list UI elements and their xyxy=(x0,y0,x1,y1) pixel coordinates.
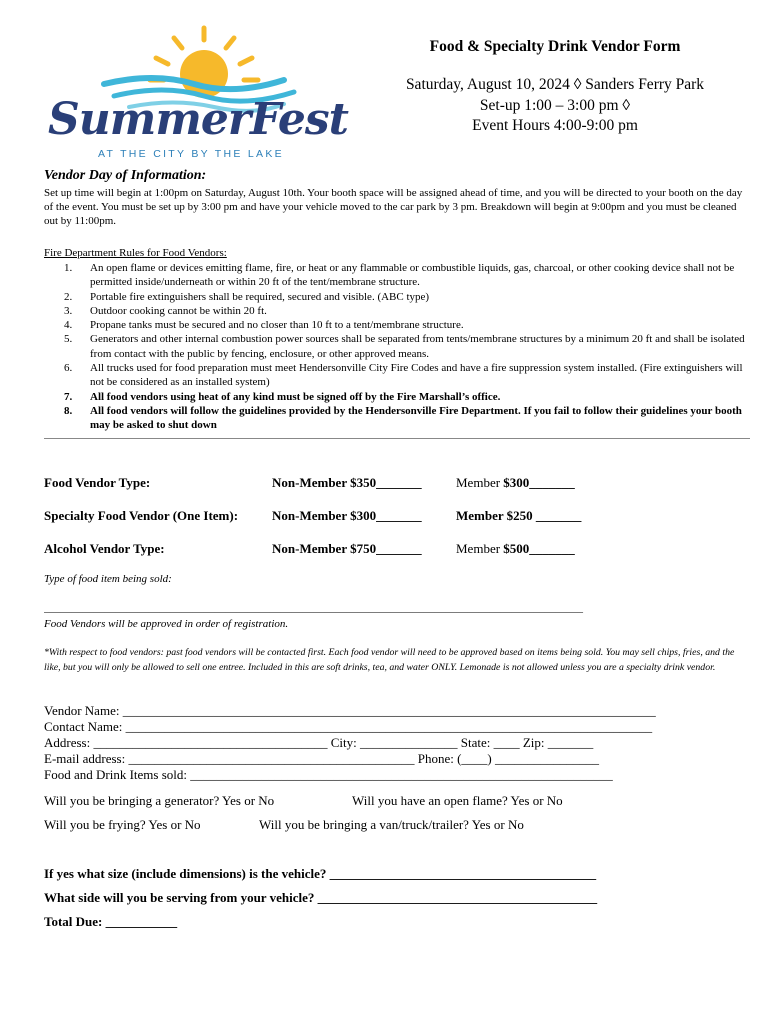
fee-member[interactable]: Member $300_______ xyxy=(456,475,575,490)
address-field[interactable]: Address: ____________________________________ City: _______________ State: ____ Zip: _______ xyxy=(44,735,594,750)
rule-number: 4. xyxy=(64,319,73,332)
rule-number: 6. xyxy=(64,362,73,375)
vehicle-question[interactable]: Will you be bringing a van/truck/trailer? Yes or No xyxy=(259,817,524,832)
serving-side-field[interactable]: What side will you be serving from your vehicle? ___________________________________________ xyxy=(44,890,598,905)
fee-type-label: Alcohol Vendor Type: xyxy=(44,541,165,556)
fee-non-member[interactable]: Non-Member $350_______ xyxy=(272,475,422,490)
rule-number: 1. xyxy=(64,262,73,274)
vehicle-size-field[interactable]: If yes what size (include dimensions) is the vehicle? _________________________________________ xyxy=(44,866,597,881)
fee-type-label: Food Vendor Type: xyxy=(44,475,151,490)
vendor-name-field[interactable]: Vendor Name: __________________________________________________________________________________ xyxy=(44,703,656,718)
fee-member[interactable]: Member $250 _______ xyxy=(456,508,582,523)
fee-type-label: Specialty Food Vendor (One Item): xyxy=(44,508,239,523)
rule-text: An open flame or devices emitting flame, fire, or heat or any flammable or combustible liquids, gas, charcoal, or other cooking device shall not be permitted inside/underneath or within 20 ft of the tent/membrane structure. xyxy=(90,262,735,289)
fire-rule-item xyxy=(44,261,748,290)
rule-number: 3. xyxy=(64,304,73,317)
fee-member[interactable]: Member $500_______ xyxy=(456,541,575,556)
rule-text: Portable fire extinguishers shall be required, secured and visible. (ABC type) xyxy=(90,290,430,303)
vendor-day-heading: Vendor Day of Information: xyxy=(44,168,207,183)
rule-text: All food vendors will follow the guidelines provided by the Hendersonville Fire Department. If you fail to follow their guidelines your booth may be asked to shut down xyxy=(90,404,742,432)
logo-script-text: SummerFest xyxy=(48,94,348,145)
rule-text: Outdoor cooking cannot be within 20 ft. xyxy=(90,304,267,317)
food-type-label: Type of food item being sold: xyxy=(44,573,172,585)
fee-non-member[interactable]: Non-Member $300_______ xyxy=(272,508,422,523)
fee-non-member[interactable]: Non-Member $750_______ xyxy=(272,541,422,556)
form-title: Food & Specialty Drink Vendor Form xyxy=(429,38,681,55)
fire-rule-item xyxy=(44,290,748,304)
fire-rule-item xyxy=(44,390,748,404)
rule-text: Propane tanks must be secured and no closer than 10 ft to a tent/membrane structure. xyxy=(90,319,464,332)
rule-text: Generators and other internal combustion power sources shall be separated from tents/membrane structures by a minimum 20 ft and shall be isolated from contact with the public by fencing, enclosure, or other approved means. xyxy=(90,333,745,360)
open-flame-question[interactable]: Will you have an open flame? Yes or No xyxy=(352,793,563,808)
rule-text: All food vendors using heat of any kind must be signed off by the Fire Marshall’s office. xyxy=(90,390,501,403)
rule-number: 5. xyxy=(64,333,73,346)
email-phone-field[interactable]: E-mail address: ____________________________________________ Phone: (____) ________________ xyxy=(44,751,599,766)
fire-rules-heading: Fire Department Rules for Food Vendors: xyxy=(44,247,227,259)
food-type-field[interactable]: __________________________________________________________________________________________________ xyxy=(44,602,583,614)
approval-note: Food Vendors will be approved in order of registration. xyxy=(44,618,289,630)
vendor-day-paragraph: Set up time will begin at 1:00pm on Saturday, August 10th. Your booth space will be assigned ahead of time, and you will be directed to your booth on the day of the event. You must be set up by 3:00 pm and have your vehicle moved to the car park by 3 pm. Breakdown will begin at 9:00pm and you must be cleaned out by 11:00pm. xyxy=(44,187,743,228)
rule-number: 7. xyxy=(64,390,73,403)
setup-time: Set-up 1:00 – 3:00 pm ◊ xyxy=(479,97,631,114)
fire-rule-item xyxy=(44,318,748,332)
fire-rule-item xyxy=(44,404,748,433)
items-sold-field[interactable]: Food and Drink Items sold: _________________________________________________________________ xyxy=(44,767,613,782)
rule-text: All trucks used for food preparation must meet Hendersonville City Fire Codes and have a fire suppression system installed. (Fire extinguishers will not be considered as an installed system) xyxy=(90,362,743,389)
frying-question[interactable]: Will you be frying? Yes or No xyxy=(44,817,201,832)
event-hours: Event Hours 4:00-9:00 pm xyxy=(472,117,638,134)
rule-number: 8. xyxy=(64,404,73,417)
generator-question[interactable]: Will you be bringing a generator? Yes or No xyxy=(44,793,275,808)
fire-rule-item xyxy=(44,304,748,318)
fire-rules-list xyxy=(44,261,748,433)
event-date-location: Saturday, August 10, 2024 ◊ Sanders Ferry Park xyxy=(405,76,705,93)
summerfest-logo xyxy=(44,22,348,162)
logo-tagline: AT THE CITY BY THE LAKE xyxy=(98,148,284,160)
fire-rule-item xyxy=(44,361,748,390)
contact-name-field[interactable]: Contact Name: _________________________________________________________________________________ xyxy=(44,719,653,734)
rule-number: 2. xyxy=(64,290,73,303)
total-due-field[interactable]: Total Due: ___________ xyxy=(44,914,178,929)
section-divider xyxy=(44,438,750,439)
fire-rule-item xyxy=(44,332,748,361)
food-vendor-notice: *With respect to food vendors: past food vendors will be contacted first. Each food vendor will need to be approved based on items being sold. You may sell chips, fries, and the like, but you will only be allowed to sell one entree. Included in this are soft drinks, tea, and water ONLY. Lemonade is not allowed unless you are a specialty drink vendor. xyxy=(44,647,735,673)
